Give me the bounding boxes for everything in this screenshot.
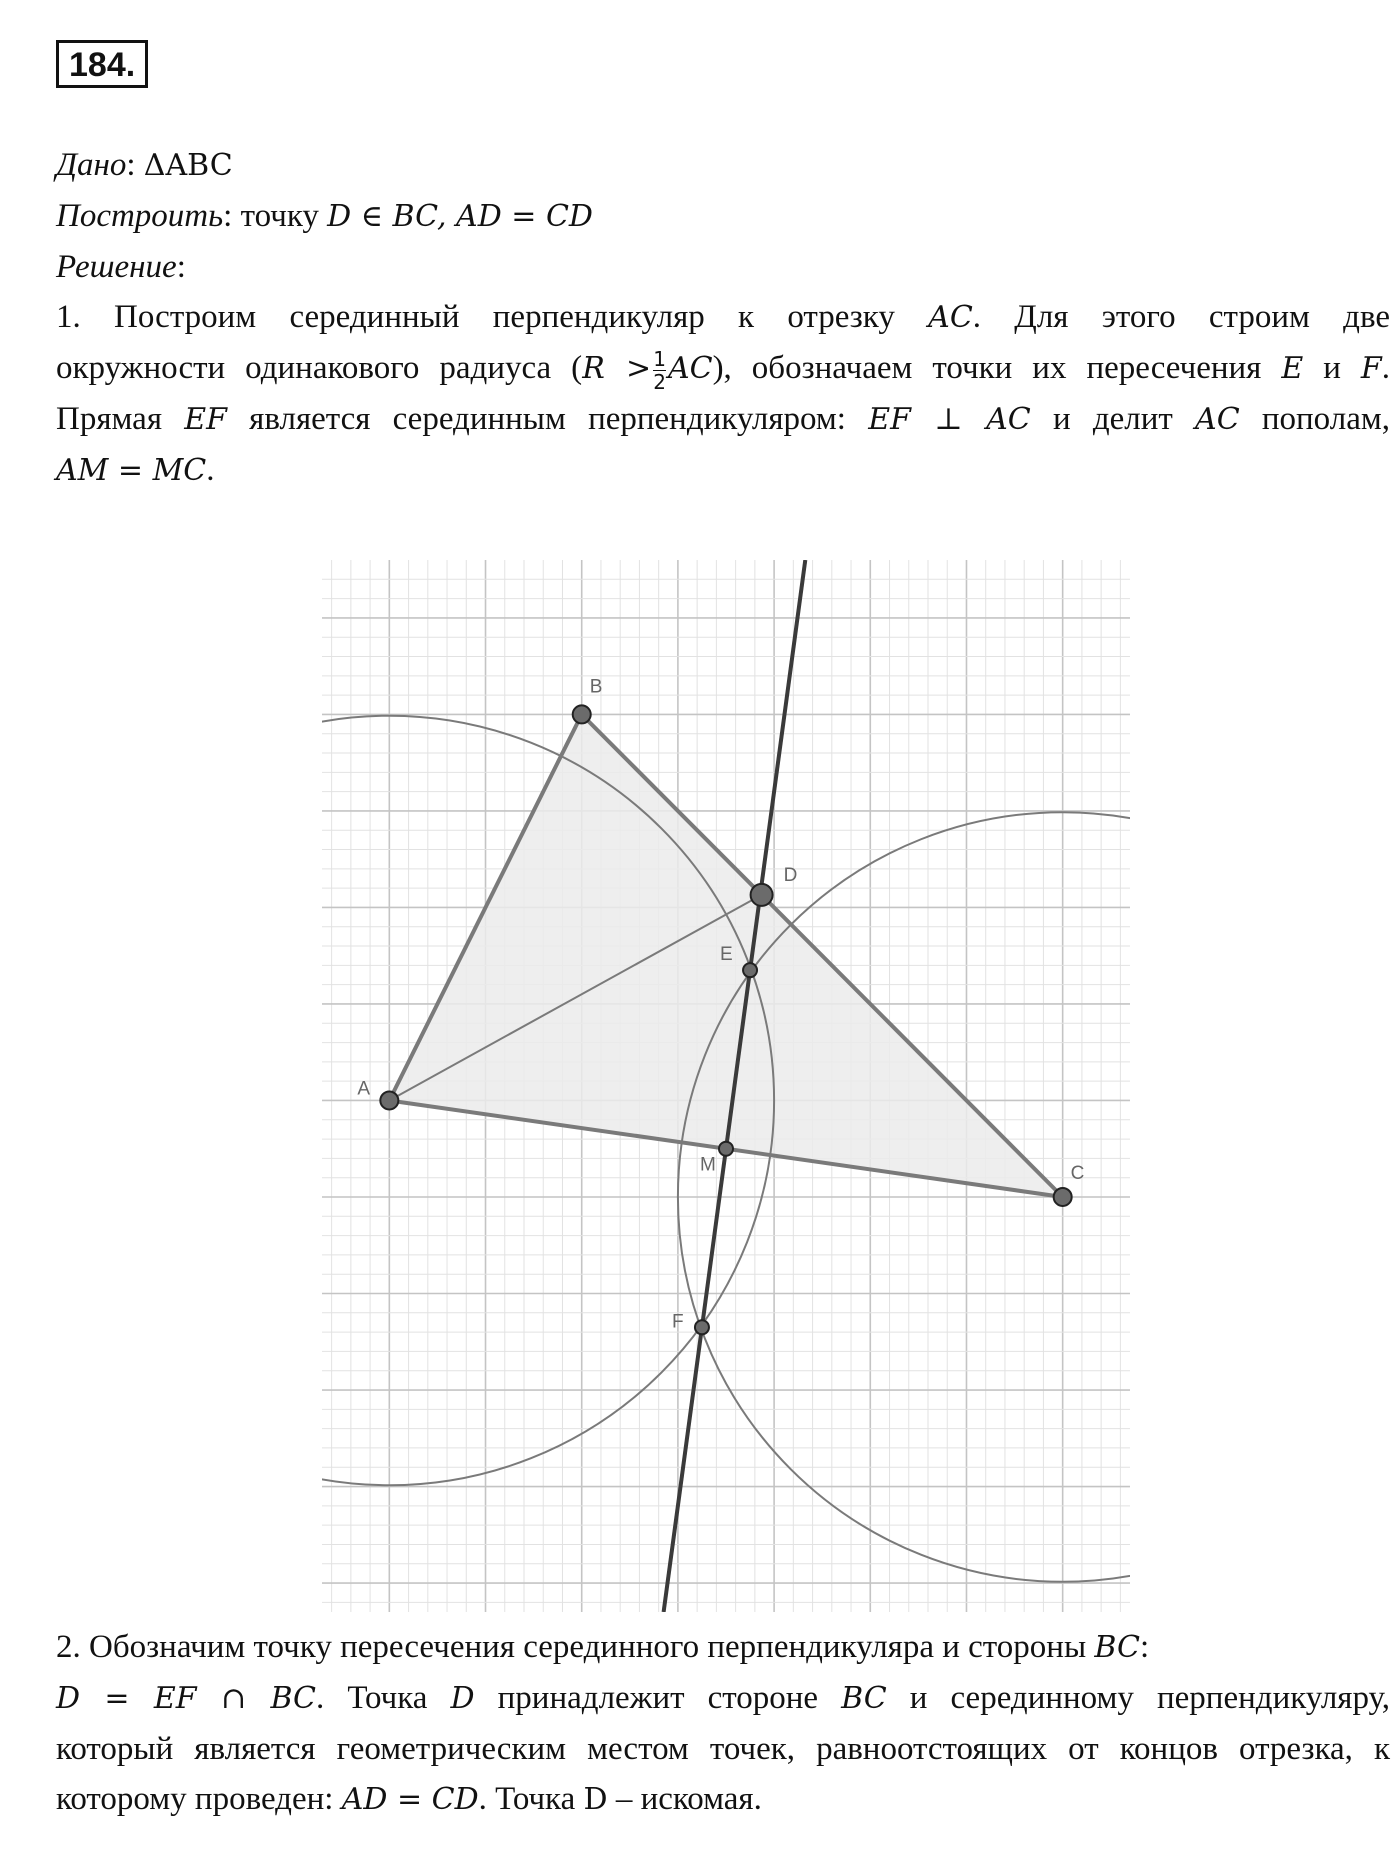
step1-text: и делит — [1030, 401, 1196, 437]
point-d-label: D — [783, 864, 798, 886]
step1-text: . — [206, 452, 215, 488]
step1-text: и — [1303, 350, 1361, 386]
step2-line2 — [56, 1673, 1390, 1724]
step2-text: . Точка — [478, 1781, 584, 1817]
step1-math: R > — [582, 351, 652, 386]
step2-text: : — [1139, 1629, 1150, 1665]
point-c-label: C — [1070, 1162, 1085, 1184]
given-line — [56, 140, 1390, 191]
point-f-label: F — [671, 1311, 684, 1333]
step2-line4 — [56, 1774, 1390, 1825]
step1-line3 — [56, 394, 1390, 445]
construct-line — [56, 191, 1390, 242]
step1-math: AC — [928, 300, 973, 335]
point-b-label: B — [589, 676, 603, 698]
point-e-label: E — [720, 944, 733, 966]
step1-text: Прямая — [56, 401, 185, 437]
step2-text: которому проведен: — [56, 1781, 342, 1817]
step2-math: BC — [1094, 1630, 1140, 1665]
construct-text: : точку — [223, 198, 328, 234]
step2-text: принадлежит стороне — [474, 1680, 842, 1716]
step1-math: AC — [1195, 402, 1240, 437]
step1-text: является серединным перпендикуляром: — [226, 401, 869, 437]
step1-math: AC — [667, 351, 713, 386]
solution-label: Решение — [56, 249, 177, 285]
point-c — [1054, 1188, 1072, 1206]
point-a-label: A — [357, 1078, 371, 1100]
point-d — [751, 884, 773, 906]
step2-text: – искомая. — [607, 1781, 762, 1817]
step2-text: и серединному перпендикуляру, — [886, 1680, 1390, 1716]
step1-math: AM = MC — [56, 453, 207, 488]
step1-math: E — [1281, 351, 1304, 386]
shapes — [322, 560, 1130, 1612]
step1-line4 — [56, 445, 1390, 496]
step2-line1 — [56, 1622, 1390, 1673]
construct-label: Построить — [56, 198, 224, 234]
step1-text: пополам, — [1239, 401, 1390, 437]
step2-text: . Точка — [316, 1680, 451, 1716]
step1-text: окружности одинакового радиуса ( — [56, 350, 583, 386]
step1-line2 — [56, 343, 1390, 394]
fraction-one-half — [653, 348, 666, 393]
step1-text: 1. Построим серединный перпендикуляр к отрезку — [56, 299, 929, 335]
step1-text: ), обозначаем точки их пересечения — [712, 350, 1282, 386]
solution-line — [56, 242, 1390, 292]
solution-colon: : — [176, 249, 186, 285]
step2-math: AD = CD — [341, 1782, 479, 1817]
step1-text: . — [1381, 350, 1390, 386]
point-f — [695, 1320, 709, 1334]
given-expr: ΔABC — [143, 148, 233, 183]
construct-expr: D ∈ BC, AD = CD — [327, 199, 593, 234]
step1-math: EF ⊥ AC — [868, 402, 1031, 437]
step1-math: EF — [184, 402, 227, 437]
point-e — [743, 963, 757, 977]
construction-figure — [322, 560, 1130, 1612]
given-colon: : — [126, 147, 136, 183]
step1-line1 — [56, 292, 1390, 343]
step2-math: D — [450, 1681, 475, 1716]
step1-text: . Для этого строим две — [972, 299, 1390, 335]
step2-line3: который является геометрическим местом точек, равноотстоящих от концов отрезка, к — [56, 1731, 1390, 1767]
step1-math: F — [1360, 351, 1382, 386]
point-a — [380, 1091, 398, 1109]
step2-text: 2. Обозначим точку пересечения серединного перпендикуляра и стороны — [56, 1629, 1095, 1665]
problem-statement — [56, 140, 1390, 496]
fraction-numerator: 1 — [653, 346, 666, 371]
step2-math: BC — [841, 1681, 887, 1716]
fraction-denominator: 2 — [653, 369, 666, 394]
given-label: Дано — [56, 147, 127, 183]
construction-svg — [322, 560, 1130, 1612]
step2-math: D — [583, 1782, 608, 1817]
step2-text — [56, 1622, 1390, 1825]
point-m — [719, 1142, 733, 1156]
point-b — [573, 705, 591, 723]
problem-number: 184. — [56, 40, 148, 88]
step2-math: D = EF ∩ BC — [56, 1681, 317, 1716]
point-m-label: M — [700, 1154, 716, 1176]
